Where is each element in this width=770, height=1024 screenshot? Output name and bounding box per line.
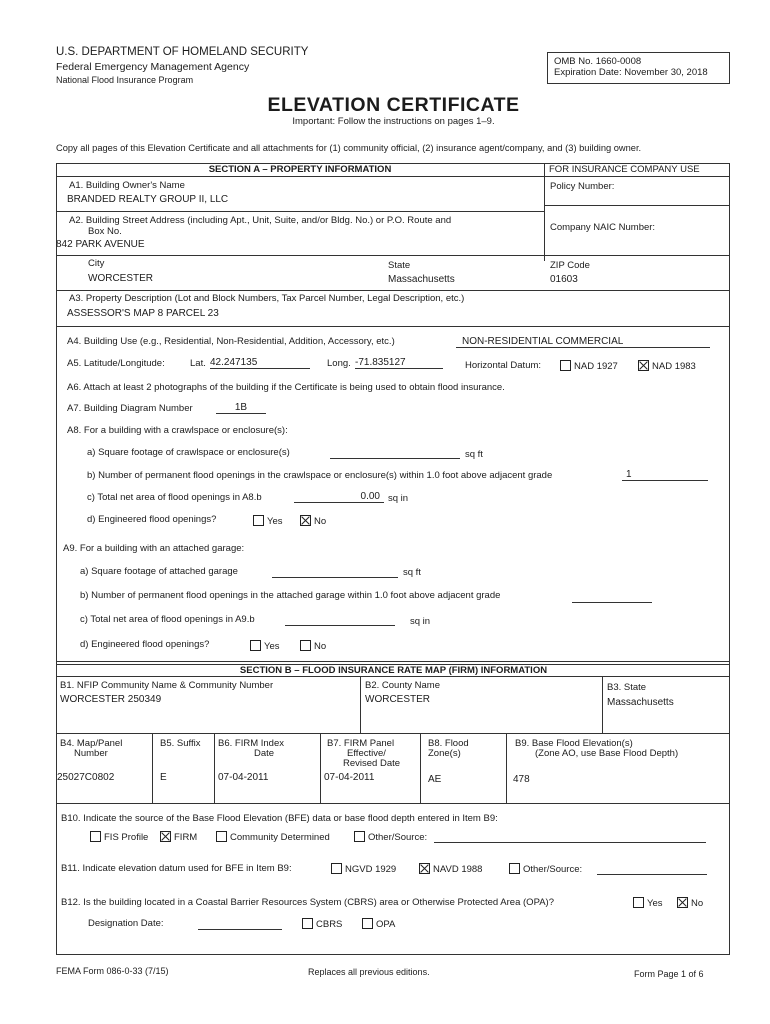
a9d-no-label: No bbox=[314, 641, 327, 652]
a9b-label: b) Number of permanent flood openings in the attached garage within 1.0 foot above adjacent grade bbox=[80, 590, 501, 601]
copy-note: Copy all pages of this Elevation Certificate and all attachments for (1) community official, (2) insurance agent/company, and (3) building owner. bbox=[56, 143, 642, 153]
b12-yes-option[interactable] bbox=[633, 897, 663, 909]
nad1983-checkbox[interactable] bbox=[638, 360, 649, 371]
city-value[interactable]: WORCESTER bbox=[88, 273, 153, 284]
horizontal-datum-label: Horizontal Datum: bbox=[465, 360, 542, 371]
b6-label: B6. FIRM Index bbox=[218, 738, 284, 749]
nad1927-option[interactable] bbox=[560, 360, 618, 372]
state-label: State bbox=[388, 260, 411, 271]
a9c-label: c) Total net area of flood openings in A9.b bbox=[80, 614, 255, 625]
a8a-unit: sq ft bbox=[465, 449, 483, 460]
section-b-header: SECTION B – FLOOD INSURANCE RATE MAP (FIRM) INFORMATION bbox=[239, 665, 548, 676]
a8a-field[interactable] bbox=[330, 447, 460, 459]
nad1927-label: NAD 1927 bbox=[574, 361, 618, 372]
b10-other-field[interactable] bbox=[434, 832, 706, 843]
a8d-no-label: No bbox=[314, 516, 327, 527]
b10-community-checkbox[interactable] bbox=[216, 831, 227, 842]
b7-label-effective: Effective/ bbox=[347, 748, 386, 759]
b1-label: B1. NFIP Community Name & Community Number bbox=[60, 680, 274, 691]
b1-value[interactable]: WORCESTER 250349 bbox=[60, 694, 162, 705]
b10-firm-option[interactable] bbox=[160, 831, 197, 843]
a8-label: A8. For a building with a crawlspace or enclosure(s): bbox=[67, 425, 288, 436]
b11-other-field[interactable] bbox=[597, 864, 707, 875]
a9c-field[interactable] bbox=[285, 614, 395, 626]
b2-value[interactable]: WORCESTER bbox=[365, 694, 430, 705]
b10-firm-label: FIRM bbox=[174, 832, 198, 843]
zip-label: ZIP Code bbox=[550, 260, 590, 271]
a2-label-box: Box No. bbox=[88, 226, 122, 237]
b12-yes-checkbox[interactable] bbox=[633, 897, 644, 908]
b11-label: B11. Indicate elevation datum used for BFE in Item B9: bbox=[61, 863, 292, 874]
a8d-no-checkbox[interactable] bbox=[300, 515, 311, 526]
important-note: Important: Follow the instructions on pages 1–9. bbox=[292, 116, 495, 127]
b11-ngvd-checkbox[interactable] bbox=[331, 863, 342, 874]
zip-value[interactable]: 01603 bbox=[550, 274, 578, 285]
a8b-value[interactable]: 1 bbox=[622, 469, 708, 481]
a9d-label: d) Engineered flood openings? bbox=[80, 639, 210, 650]
replaces-note: Replaces all previous editions. bbox=[308, 967, 430, 977]
b3-label: B3. State bbox=[607, 682, 647, 693]
b7-label-revised: Revised Date bbox=[343, 758, 401, 769]
b10-fis-checkbox[interactable] bbox=[90, 831, 101, 842]
b10-other-option[interactable] bbox=[354, 831, 427, 843]
state-value[interactable]: Massachusetts bbox=[388, 274, 455, 285]
cbrs-label: CBRS bbox=[316, 919, 343, 930]
b6-value[interactable]: 07-04-2011 bbox=[218, 772, 269, 783]
a9a-field[interactable] bbox=[272, 566, 398, 578]
a8d-yes-checkbox[interactable] bbox=[253, 515, 264, 526]
document-title: ELEVATION CERTIFICATE bbox=[267, 94, 520, 116]
a8c-label: c) Total net area of flood openings in A8.b bbox=[87, 492, 262, 503]
b10-firm-checkbox[interactable] bbox=[160, 831, 171, 842]
b12-no-label: No bbox=[691, 898, 704, 909]
b10-community-label: Community Determined bbox=[230, 832, 330, 843]
b3-value[interactable]: Massachusetts bbox=[607, 697, 674, 708]
b8-label-zones: Zone(s) bbox=[428, 748, 461, 759]
opa-label: OPA bbox=[376, 919, 396, 930]
a5-label: A5. Latitude/Longitude: bbox=[67, 358, 165, 369]
b10-other-checkbox[interactable] bbox=[354, 831, 365, 842]
section-a-header: SECTION A – PROPERTY INFORMATION bbox=[208, 164, 392, 175]
a8c-value[interactable]: 0.00 bbox=[294, 491, 384, 503]
b5-label: B5. Suffix bbox=[160, 738, 201, 749]
b11-other-checkbox[interactable] bbox=[509, 863, 520, 874]
naic-label: Company NAIC Number: bbox=[550, 222, 656, 233]
a9d-no-option[interactable] bbox=[300, 640, 326, 652]
a2-label: A2. Building Street Address (including Apt., Unit, Suite, and/or Bldg. No.) or P.O. Route and bbox=[69, 215, 452, 226]
a9d-yes-option[interactable] bbox=[250, 640, 280, 652]
b10-community-option[interactable] bbox=[216, 831, 330, 843]
b11-ngvd-option[interactable] bbox=[331, 863, 396, 875]
b11-other-label: Other/Source: bbox=[523, 864, 583, 875]
long-value[interactable]: -71.835127 bbox=[355, 357, 443, 369]
a9d-yes-checkbox[interactable] bbox=[250, 640, 261, 651]
omb-number: OMB No. 1660-0008 bbox=[554, 56, 642, 67]
a7-value[interactable]: 1B bbox=[216, 402, 266, 414]
b9-value[interactable]: 478 bbox=[513, 774, 530, 785]
a2-value[interactable]: 842 PARK AVENUE bbox=[56, 239, 145, 250]
a9a-unit: sq ft bbox=[403, 567, 421, 578]
long-label: Long. bbox=[327, 358, 351, 369]
a4-label: A4. Building Use (e.g., Residential, Non-Residential, Addition, Accessory, etc.) bbox=[67, 336, 395, 347]
insurance-use-header: FOR INSURANCE COMPANY USE bbox=[549, 164, 700, 175]
a4-value[interactable]: NON-RESIDENTIAL COMMERCIAL bbox=[456, 336, 710, 348]
b9-label: B9. Base Flood Elevation(s) bbox=[515, 738, 633, 749]
a8d-no-option[interactable] bbox=[300, 515, 326, 527]
a8d-yes-option[interactable] bbox=[253, 515, 283, 527]
a1-value[interactable]: BRANDED REALTY GROUP II, LLC bbox=[67, 194, 229, 205]
b10-fis-label: FIS Profile bbox=[104, 832, 149, 843]
b4-label-number: Number bbox=[74, 748, 108, 759]
b4-value[interactable]: 25027C0802 bbox=[57, 772, 115, 783]
b2-label: B2. County Name bbox=[365, 680, 440, 691]
b11-ngvd-label: NGVD 1929 bbox=[345, 864, 397, 875]
cbrs-option[interactable] bbox=[302, 918, 342, 930]
b10-fis-option[interactable] bbox=[90, 831, 148, 843]
a6-label: A6. Attach at least 2 photographs of the building if the Certificate is being used to obtain flood insurance. bbox=[67, 382, 505, 393]
b7-label: B7. FIRM Panel bbox=[327, 738, 395, 749]
b4-label: B4. Map/Panel bbox=[60, 738, 123, 749]
b8-value[interactable]: AE bbox=[428, 774, 442, 785]
omb-box bbox=[547, 52, 730, 84]
nad1983-option[interactable] bbox=[638, 360, 696, 372]
a8b-label: b) Number of permanent flood openings in the crawlspace or enclosure(s) within 1.0 foot above adjacent grade bbox=[87, 470, 553, 481]
a9a-label: a) Square footage of attached garage bbox=[80, 566, 238, 577]
nad1983-label: NAD 1983 bbox=[652, 361, 696, 372]
b8-label: B8. Flood bbox=[428, 738, 469, 749]
city-label: City bbox=[88, 258, 105, 269]
a9-label: A9. For a building with an attached garage: bbox=[63, 543, 245, 554]
opa-option[interactable] bbox=[362, 918, 395, 930]
b12-yes-label: Yes bbox=[647, 898, 663, 909]
a3-value[interactable]: ASSESSOR'S MAP 8 PARCEL 23 bbox=[67, 308, 219, 319]
b6-label-date: Date bbox=[254, 748, 275, 759]
a8c-unit: sq in bbox=[388, 493, 409, 504]
b11-navd-checkbox[interactable] bbox=[419, 863, 430, 874]
b10-label: B10. Indicate the source of the Base Flood Elevation (BFE) data or base flood depth entered in Item B9: bbox=[61, 813, 498, 824]
b11-navd-option[interactable] bbox=[419, 863, 482, 875]
a9d-yes-label: Yes bbox=[264, 641, 280, 652]
a9b-field[interactable] bbox=[572, 591, 652, 603]
b7-value[interactable]: 07-04-2011 bbox=[324, 772, 375, 783]
a3-label: A3. Property Description (Lot and Block Numbers, Tax Parcel Number, Legal Description, etc.) bbox=[69, 293, 465, 304]
b12-no-checkbox[interactable] bbox=[677, 897, 688, 908]
b9-label-zone-ao: (Zone AO, use Base Flood Depth) bbox=[535, 748, 679, 759]
designation-date-label: Designation Date: bbox=[88, 918, 164, 929]
designation-date-field[interactable] bbox=[198, 919, 282, 930]
opa-checkbox[interactable] bbox=[362, 918, 373, 929]
nad1927-checkbox[interactable] bbox=[560, 360, 571, 371]
b11-other-option[interactable] bbox=[509, 863, 582, 875]
lat-label: Lat. bbox=[190, 358, 206, 369]
a9c-unit: sq in bbox=[410, 616, 431, 627]
a1-label: A1. Building Owner's Name bbox=[69, 180, 185, 191]
b11-navd-label: NAVD 1988 bbox=[433, 864, 483, 875]
agency-line-1: U.S. DEPARTMENT OF HOMELAND SECURITY bbox=[56, 46, 309, 58]
agency-line-2: Federal Emergency Management Agency bbox=[56, 61, 250, 73]
cbrs-checkbox[interactable] bbox=[302, 918, 313, 929]
a8a-label: a) Square footage of crawlspace or enclosure(s) bbox=[87, 447, 290, 458]
page-number: Form Page 1 of 6 bbox=[634, 969, 704, 979]
a8d-yes-label: Yes bbox=[267, 516, 283, 527]
lat-value[interactable]: 42.247135 bbox=[210, 357, 310, 369]
b12-label: B12. Is the building located in a Coastal Barrier Resources System (CBRS) area or Otherwise Protected Area (OPA)? bbox=[61, 897, 554, 908]
agency-line-3: National Flood Insurance Program bbox=[56, 75, 194, 85]
omb-expiration: Expiration Date: November 30, 2018 bbox=[554, 67, 708, 78]
a7-label: A7. Building Diagram Number bbox=[67, 403, 193, 414]
policy-number-label: Policy Number: bbox=[550, 181, 615, 192]
b12-no-option[interactable] bbox=[677, 897, 703, 909]
b10-other-label: Other/Source: bbox=[368, 832, 428, 843]
a8d-label: d) Engineered flood openings? bbox=[87, 514, 217, 525]
a9d-no-checkbox[interactable] bbox=[300, 640, 311, 651]
form-number: FEMA Form 086-0-33 (7/15) bbox=[56, 966, 169, 976]
b5-value[interactable]: E bbox=[160, 772, 167, 783]
